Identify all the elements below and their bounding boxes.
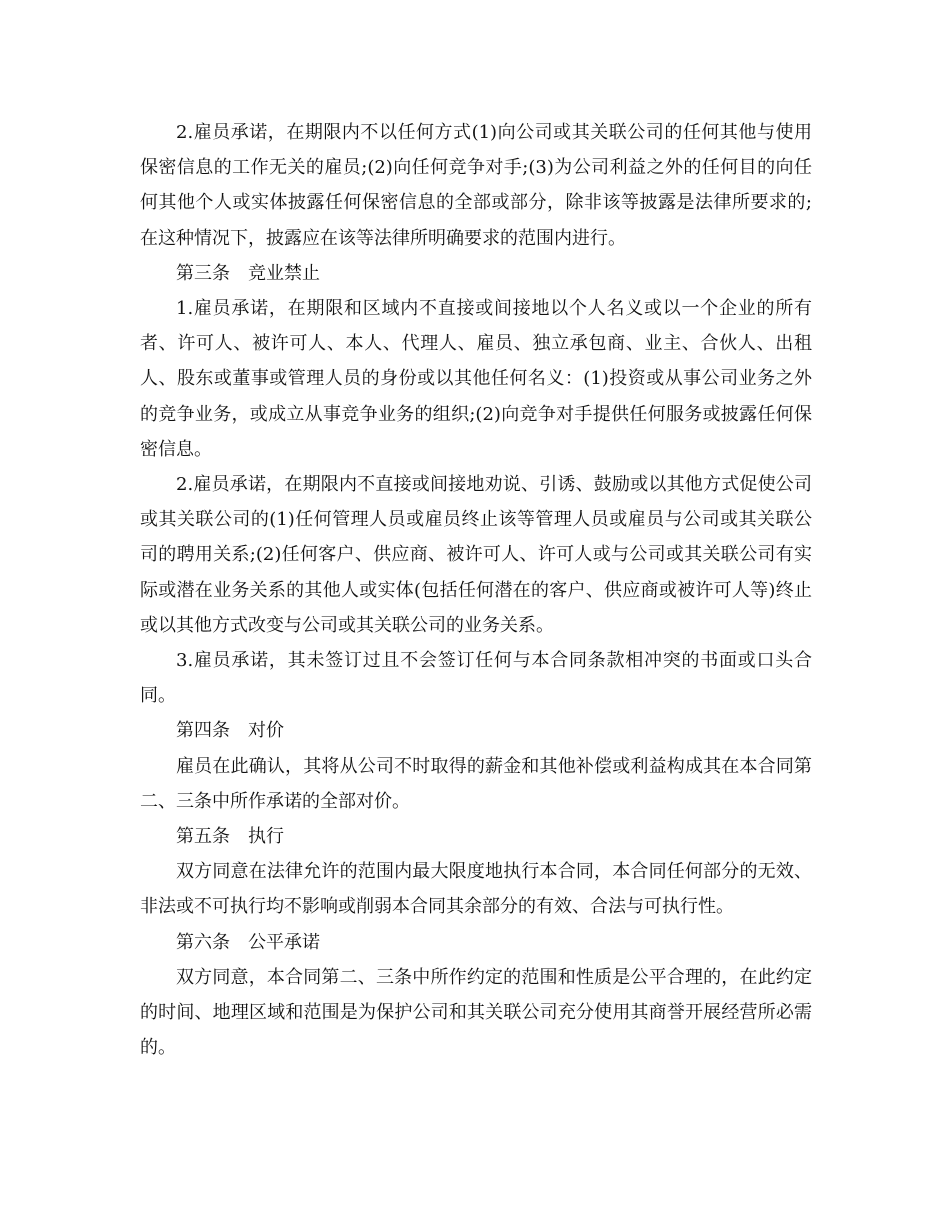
- article-heading-4: 第四条 对价: [176, 720, 284, 742]
- paragraph-fairness: 双方同意，本合同第二、三条中所作约定的范围和性质是公平合理的，在此约定的时间、地理区域和范围是为保护公司和其关联公司充分使用其商誉开展经营所必需的。: [140, 966, 812, 1059]
- article-heading-6: 第六条 公平承诺: [176, 931, 320, 953]
- paragraph-enforcement: 双方同意在法律允许的范围内最大限度地执行本合同，本合同任何部分的无效、非法或不可执行均不影响或削弱本合同其余部分的有效、合法与可执行性。: [140, 861, 812, 918]
- paragraph-noncompete-3: 3.雇员承诺，其未签订过且不会签订任何与本合同条款相冲突的书面或口头合同。: [140, 650, 812, 707]
- paragraph-noncompete-1: 1.雇员承诺，在期限和区域内不直接或间接地以个人名义或以一个企业的所有者、许可人、被许可人、本人、代理人、雇员、独立承包商、业主、合伙人、出租人、股东或董事或管理人员的身份或以其他任何名义：(1)投资或从事公司业务之外的竞争业务，或成立从事竞争业务的组织;(2)向竞争对手提供任何服务或披露任何保密信息。: [140, 298, 812, 460]
- paragraph-noncompete-2: 2.雇员承诺，在期限内不直接或间接地劝说、引诱、鼓励或以其他方式促使公司或其关联公司的(1)任何管理人员或雇员终止该等管理人员或雇员与公司或其关联公司的聘用关系;(2)任何客户、供应商、被许可人、许可人或与公司或其关联公司有实际或潜在业务关系的其他人或实体(包括任何潜在的客户、供应商或被许可人等)终止或以其他方式改变与公司或其关联公司的业务关系。: [140, 474, 812, 636]
- paragraph-confidentiality-2: 2.雇员承诺，在期限内不以任何方式(1)向公司或其关联公司的任何其他与使用保密信息的工作无关的雇员;(2)向任何竞争对手;(3)为公司利益之外的任何目的向任何其他个人或实体披露任何保密信息的全部或部分，除非该等披露是法律所要求的;在这种情况下，披露应在该等法律所明确要求的范围内进行。: [140, 122, 812, 249]
- article-heading-3: 第三条 竞业禁止: [176, 262, 320, 284]
- article-heading-5: 第五条 执行: [176, 826, 284, 848]
- paragraph-consideration: 雇员在此确认，其将从公司不时取得的薪金和其他补偿或利益构成其在本合同第二、三条中所作承诺的全部对价。: [140, 755, 812, 812]
- document-page: [140, 115, 812, 1065]
